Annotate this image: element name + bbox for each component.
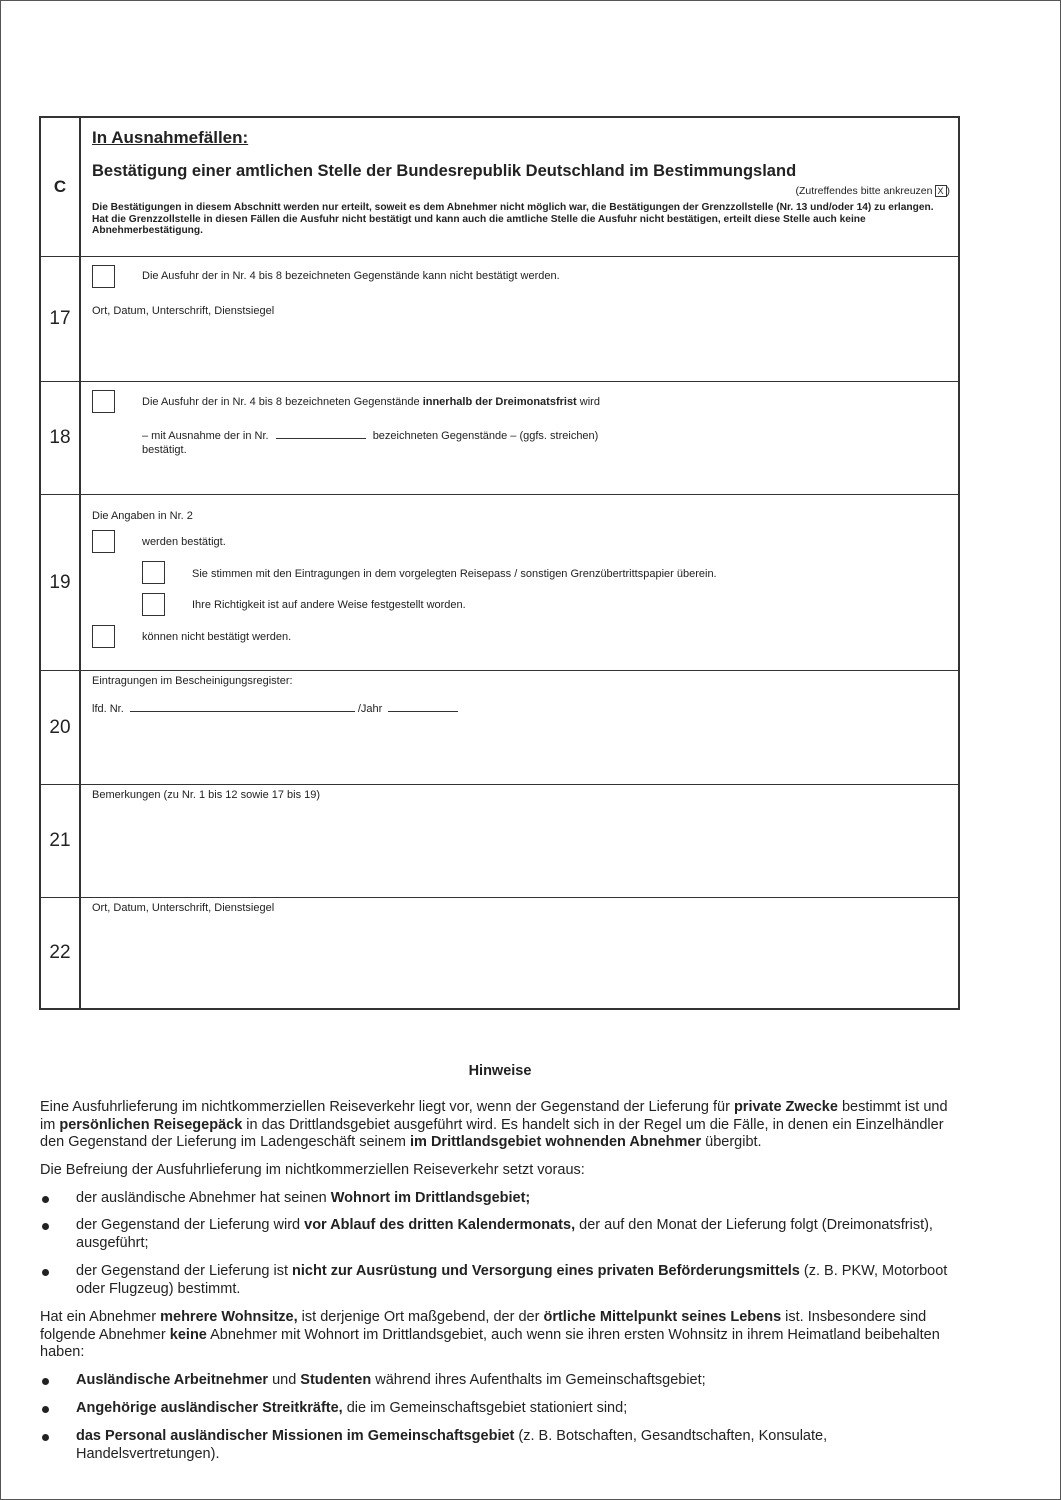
body-text: während ihres Aufenthalts im Gemeinschaftsgebiet; (371, 1372, 706, 1388)
field-17-checkbox[interactable] (92, 265, 115, 288)
field-17-number: 17 (41, 257, 81, 381)
section-c-label: C (41, 118, 81, 256)
section-c-heading: In Ausnahmefällen: (92, 128, 249, 147)
body-text: die im Gemeinschaftsgebiet stationiert sind; (342, 1400, 628, 1416)
field-18-number: 18 (41, 382, 81, 494)
body-text: bestimmt ist und im (40, 1099, 948, 1133)
emphasis-text: das Personal ausländischer Missionen im Gemeinschaftsgebiet (76, 1428, 515, 1444)
body-text: Abnehmer mit Wohnort im Drittlandsgebiet, auch wenn sie ihren ersten Wohnsitz in ihrem Heimatland beibehalten haben: (40, 1326, 940, 1360)
body-text: ist. Insbesondere sind folgende Abnehmer (40, 1309, 927, 1343)
field-19-confirmed-checkbox[interactable] (92, 530, 115, 553)
section-c-note: Die Bestätigungen in diesem Abschnitt werden nur erteilt, soweit es dem Abnehmer nicht möglich war, die Bestätigungen der Grenzzollstelle (Nr. 13 und/oder 14) zu erlangen. Hat die Grenzzollstelle in diesen Fällen die Ausfuhr nicht bestätigt und kann auch die amtliche Stelle die Ausfuhr nicht bestätigen, erteilt diese Stelle auch keine Abnehmerbestätigung. (92, 202, 934, 236)
hinweise-paragraph-3 (40, 1309, 960, 1362)
emphasis-text: Wohnort im Drittlandsgebiet; (330, 1190, 531, 1206)
body-text: (z. B. PKW, Motorboot oder Flugzeug) bestimmt. (76, 1263, 948, 1297)
hinweise-paragraph-2: Die Befreiung der Ausfuhrlieferung im nichtkommerziellen Reiseverkehr setzt voraus: (40, 1162, 585, 1178)
field-18 (41, 381, 958, 494)
field-21-number: 21 (41, 785, 81, 897)
crossed-box-icon: X (935, 185, 947, 197)
field-19-number: 19 (41, 495, 81, 670)
emphasis-text: nicht zur Ausrüstung und Versorgung eines privaten Beförderungsmittels (292, 1263, 800, 1279)
field-19-confirmed-label: werden bestätigt. (142, 536, 226, 548)
field-20-label: Eintragungen im Bescheinigungsregister: (92, 675, 293, 687)
body-text: Hat ein Abnehmer (40, 1309, 161, 1325)
field-17 (41, 256, 958, 381)
field-22-number: 22 (41, 898, 81, 1008)
field-18-number-blank[interactable] (276, 437, 366, 439)
section-c-hint: (Zutreffendes bitte ankreuzen X ) (795, 185, 950, 197)
body-text: in das Drittlandsgebiet ausgeführt wird. Es handelt sich in der Regel um die Fälle, in denen ein Einzelhändler den Gegenstand der Lieferung im Ladengeschäft seinem (40, 1116, 944, 1150)
field-18-text: Die Ausfuhr der in Nr. 4 bis 8 bezeichneten Gegenstände innerhalb der Dreimonatsfrist wird (142, 396, 600, 408)
section-c-title: Bestätigung einer amtlichen Stelle der Bundesrepublik Deutschland im Bestimmungsland (92, 162, 797, 180)
emphasis-text: vor Ablauf des dritten Kalendermonats, (304, 1217, 576, 1233)
section-c-header (41, 118, 958, 256)
field-19-not-label: können nicht bestätigt werden. (142, 631, 292, 643)
field-19-intro: Die Angaben in Nr. 2 (92, 510, 193, 522)
emphasis-text: örtliche Mittelpunkt seines Lebens (543, 1309, 782, 1325)
field-19 (41, 494, 958, 670)
bullet-icon (42, 1223, 49, 1230)
emphasis-text: im Drittlandsgebiet wohnenden Abnehmer (410, 1134, 702, 1150)
field-17-sign-label: Ort, Datum, Unterschrift, Dienstsiegel (92, 305, 275, 317)
field-20-number: 20 (41, 671, 81, 784)
field-18-confirmed: bestätigt. (142, 444, 187, 456)
bullet-icon (42, 1434, 49, 1441)
body-text: und (268, 1372, 301, 1388)
form-section-c (39, 116, 960, 1010)
body-text: Eine Ausfuhrlieferung im nichtkommerziellen Reiseverkehr liegt vor, wenn der Gegenstand der Lieferung für (40, 1099, 734, 1115)
body-text: der ausländische Abnehmer hat seinen (76, 1190, 331, 1206)
field-20-register-line: lfd. Nr. /Jahr (92, 703, 458, 715)
field-21-label: Bemerkungen (zu Nr. 1 bis 12 sowie 17 bis 19) (92, 789, 321, 801)
emphasis-text: keine (169, 1326, 207, 1343)
field-19-sub1-checkbox[interactable] (142, 561, 165, 584)
bullet-icon (42, 1269, 49, 1276)
field-20-lfd-blank[interactable] (130, 710, 355, 712)
body-text: (z. B. Botschaften, Gesandtschaften, Konsulate, Handelsvertretungen). (76, 1428, 828, 1462)
field-18-exception: – mit Ausnahme der in Nr. bezeichneten Gegenstände – (ggfs. streichen) (142, 430, 599, 442)
body-text: ist derjenige Ort maßgebend, der der (297, 1309, 544, 1325)
bullet-icon (42, 1406, 49, 1413)
field-19-sub2-checkbox[interactable] (142, 593, 165, 616)
field-20-year-blank[interactable] (388, 710, 458, 712)
emphasis-text: Studenten (300, 1372, 372, 1388)
body-text: der Gegenstand der Lieferung ist (76, 1263, 293, 1279)
hinweise-title: Hinweise (468, 1063, 532, 1079)
emphasis-text: mehrere Wohnsitze, (160, 1309, 298, 1325)
field-22 (41, 897, 958, 1008)
emphasis-text: private Zwecke (733, 1099, 838, 1115)
field-18-checkbox[interactable] (92, 390, 115, 413)
body-text: der Gegenstand der Lieferung wird (76, 1217, 305, 1233)
bullet-icon (42, 1196, 49, 1203)
field-19-sub1-label: Sie stimmen mit den Eintragungen in dem vorgelegten Reisepass / sonstigen Grenzübertrittspapier überein. (192, 568, 717, 580)
body-text: der auf den Monat der Lieferung folgt (Dreimonatsfrist), ausgeführt; (76, 1217, 933, 1251)
bullet-icon (42, 1378, 49, 1385)
emphasis-text: Ausländische Arbeitnehmer (76, 1372, 269, 1388)
emphasis-text: persönlichen Reisegepäck (59, 1116, 243, 1133)
field-20 (41, 670, 958, 784)
field-22-label: Ort, Datum, Unterschrift, Dienstsiegel (92, 902, 275, 914)
field-21 (41, 784, 958, 897)
field-19-sub2-label: Ihre Richtigkeit ist auf andere Weise festgestellt worden. (192, 599, 466, 611)
body-text: übergibt. (701, 1134, 762, 1150)
field-17-checkbox-label: Die Ausfuhr der in Nr. 4 bis 8 bezeichneten Gegenstände kann nicht bestätigt werden. (142, 270, 560, 282)
field-19-not-checkbox[interactable] (92, 625, 115, 648)
emphasis-text: Angehörige ausländischer Streitkräfte, (76, 1400, 343, 1416)
hinweise-paragraph-1 (40, 1099, 960, 1152)
